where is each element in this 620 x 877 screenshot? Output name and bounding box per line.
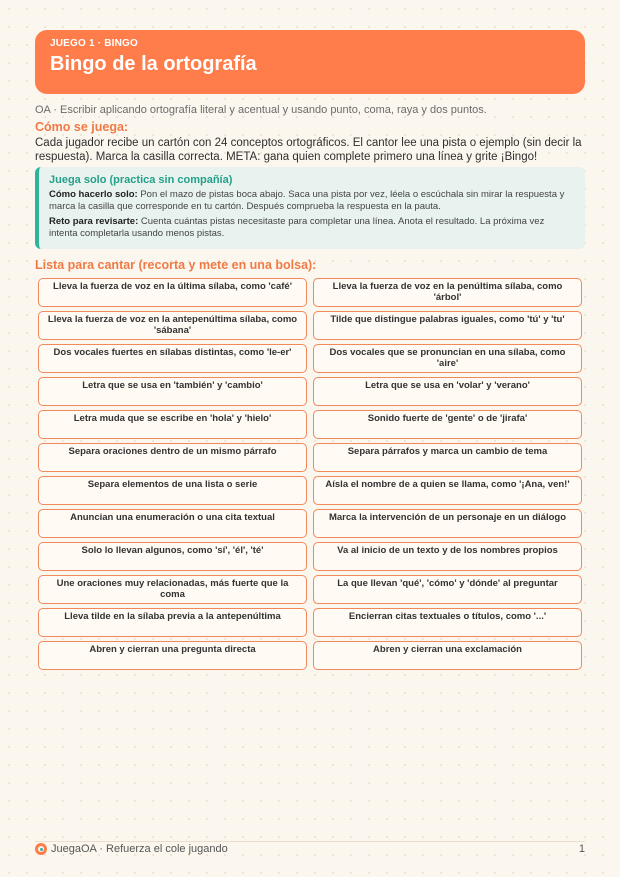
- clue-card: Abren y cierran una exclamación: [313, 641, 582, 670]
- clue-card: Une oraciones muy relacionadas, más fuerte que la coma: [38, 575, 307, 604]
- clue-card: Lleva la fuerza de voz en la antepenúltima sílaba, como 'sábana': [38, 311, 307, 340]
- clue-card: Dos vocales fuertes en sílabas distintas, como 'le-er': [38, 344, 307, 373]
- solo-how: [49, 189, 575, 213]
- game-label: JUEGO 1 · BINGO: [50, 38, 139, 49]
- solo-title: Juega solo (practica sin compañía): [49, 174, 233, 186]
- solo-challenge-label: Reto para revisarte:: [49, 216, 139, 227]
- solo-play-box: [35, 167, 585, 249]
- clue-card: Abren y cierran una pregunta directa: [38, 641, 307, 670]
- how-to-play-heading: Cómo se juega:: [35, 120, 129, 134]
- page-title: Bingo de la ortografía: [50, 53, 257, 75]
- clue-card: Anuncian una enumeración o una cita textual: [38, 509, 307, 538]
- clue-card: La que llevan 'qué', 'cómo' y 'dónde' al preguntar: [313, 575, 582, 604]
- page-number: 1: [578, 843, 585, 855]
- clue-card: Marca la intervención de un personaje en un diálogo: [313, 509, 582, 538]
- target-logo-icon: [35, 843, 47, 855]
- clue-card: Letra que se usa en 'también' y 'cambio': [38, 377, 307, 406]
- footer-divider: [35, 841, 585, 842]
- clue-card: Tilde que distingue palabras iguales, como 'tú' y 'tu': [313, 311, 582, 340]
- page-header: [35, 30, 585, 94]
- clue-card: Lleva la fuerza de voz en la penúltima sílaba, como 'árbol': [313, 278, 582, 307]
- clue-card: Letra que se usa en 'volar' y 'verano': [313, 377, 582, 406]
- solo-how-text: Pon el mazo de pistas boca abajo. Saca una pista por vez, léela o escúchala sin mirar la respuesta y marca la casilla que corresponde en tu cartón. Después comprueba la respuesta en la pauta.: [49, 189, 565, 212]
- clue-card: Encierran citas textuales o títulos, como '...': [313, 608, 582, 637]
- how-to-play-text: Cada jugador recibe un cartón con 24 conceptos ortográficos. El cantor lee una pista o ejemplo (sin decir la respuesta). Marca la casilla correcta. META: gana quien complete primero una línea y grite ¡Bingo!: [35, 137, 582, 163]
- clue-card: Lleva la fuerza de voz en la última sílaba, como 'café': [38, 278, 307, 307]
- clue-card: Lleva tilde en la sílaba previa a la antepenúltima: [38, 608, 307, 637]
- clue-card: Sonido fuerte de 'gente' o de 'jirafa': [313, 410, 582, 439]
- solo-challenge: [49, 216, 575, 240]
- solo-challenge-text: Cuenta cuántas pistas necesitaste para completar una línea. Anota el resultado. La próxima vez intenta completarla usando menos pistas.: [49, 216, 545, 239]
- clue-card: Va al inicio de un texto y de los nombres propios: [313, 542, 582, 571]
- clue-card: Separa párrafos y marca un cambio de tema: [313, 443, 582, 472]
- clue-card: Dos vocales que se pronuncian en una sílaba, como 'aire': [313, 344, 582, 373]
- learning-objective: OA · Escribir aplicando ortografía literal y acentual y usando punto, coma, raya y dos puntos.: [35, 104, 487, 116]
- solo-how-label: Cómo hacerlo solo:: [49, 189, 138, 200]
- footer-brand-text: JuegaOA · Refuerza el cole jugando: [51, 843, 228, 855]
- footer-brand: [35, 843, 228, 855]
- clue-card: Solo lo llevan algunos, como 'sí', 'él', 'té': [38, 542, 307, 571]
- clue-card: Aísla el nombre de a quien se llama, como '¡Ana, ven!': [313, 476, 582, 505]
- call-list-heading: Lista para cantar (recorta y mete en una bolsa):: [35, 258, 317, 272]
- call-list-grid: [38, 278, 583, 670]
- clue-card: Letra muda que se escribe en 'hola' y 'hielo': [38, 410, 307, 439]
- clue-card: Separa oraciones dentro de un mismo párrafo: [38, 443, 307, 472]
- clue-card: Separa elementos de una lista o serie: [38, 476, 307, 505]
